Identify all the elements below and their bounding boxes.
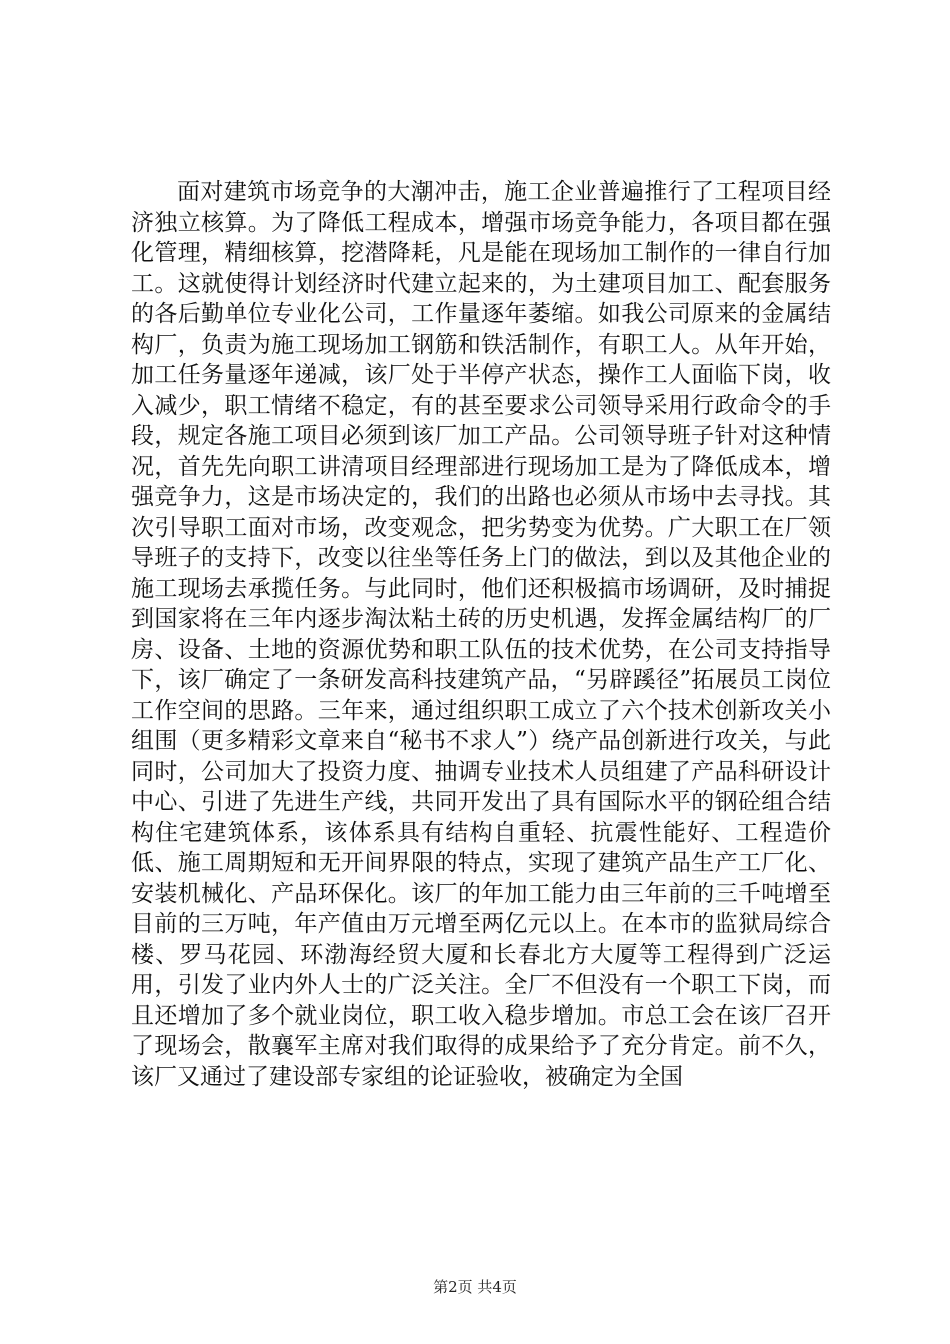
body-paragraph: 面对建筑市场竞争的大潮冲击，施工企业普遍推行了工程项目经济独立核算。为了降低工程成本，增强市场竞争能力，各项目都在强化管理，精细核算，挖潜降耗，凡是能在现场加工制作的一律自行加工。这就使得计划经济时代建立起来的，为土建项目加工、配套服务的各后勤单位专业化公司，工作量逐年萎缩。如我公司原来的金属结构厂，负责为施工现场加工钢筋和铁活制作，有职工人。从年开始，加工任务量逐年递减，该厂处于半停产状态，操作工人面临下岗，收入减少，职工情绪不稳定，有的甚至要求公司领导采用行政命令的手段，规定各施工项目必须到该厂加工产品。公司领导班子针对这种情况，首先先向职工讲清项目经理部进行现场加工是为了降低成本，增强竞争力，这是市场决定的，我们的出路也必须从市场中去寻找。其次引导职工面对市场，改变观念，把劣势变为优势。广大职工在厂领导班子的支持下，改变以往坐等任务上门的做法，到以及其他企业的施工现场去承揽任务。与此同时，他们还积极搞市场调研，及时捕捉到国家将在三年内逐步淘汰粘土砖的历史机遇，发挥金属结构厂的厂房、设备、土地的资源优势和职工队伍的技术优势，在公司支持指导下，该厂确定了一条研发高科技建筑产品，“另辟蹊径”拓展员工岗位工作空间的思路。三年来，通过组织职工成立了六个技术创新攻关小组围（更多精彩文章来自“秘书不求人”）绕产品创新进行攻关，与此同时，公司加大了投资力度、抽调专业技术人员组建了产品科研设计中心、引进了先进生产线，共同开发出了具有国际水平的钢砼组合结构住宅建筑体系，该体系具有结构自重轻、抗震性能好、工程造价低、施工周期短和无开间界限的特点，实现了建筑产品生产工厂化、安装机械化、产品环保化。该厂的年加工能力由三年前的三千吨增至目前的三万吨，年产值由万元增至两亿元以上。在本市的监狱局综合楼、罗马花园、环渤海经贸大厦和长春北方大厦等工程得到广泛运用，引发了业内外人士的广泛关注。全厂不但没有一个职工下岗，而且还增加了多个就业岗位，职工收入稳步增加。市总工会在该厂召开了现场会，散襄军主席对我们取得的成果给予了充分肯定。前不久，该厂又通过了建设部专家组的论证验收，被确定为全国 bbox=[131, 179, 831, 1090]
page-number-footer: 第2页 共4页 bbox=[433, 1278, 517, 1296]
